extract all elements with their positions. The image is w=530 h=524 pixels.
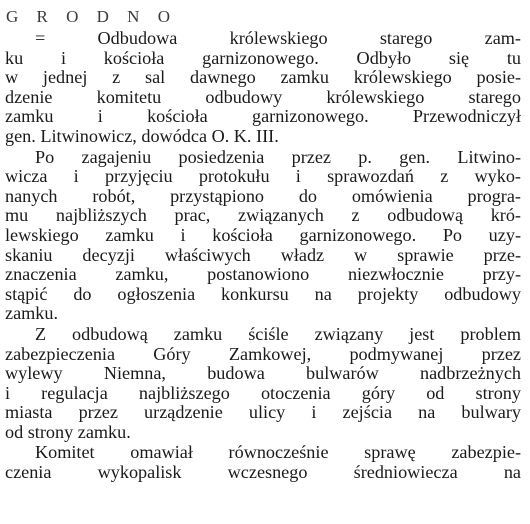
text-line: Z odbudową zamku ściśle związany jest problem bbox=[35, 324, 521, 344]
text-line: miasta przez urządzenie ulicy i zejścia na bulwary bbox=[5, 403, 521, 423]
text-line: Po zagajeniu posiedzenia przez p. gen. Litwino- bbox=[35, 147, 521, 167]
text-line: ku i kościoła garnizonowego. Odbyło się tu bbox=[5, 48, 521, 68]
text-line: zamku. bbox=[5, 304, 59, 324]
paragraph-2 bbox=[5, 148, 521, 324]
text-line: od strony zamku. bbox=[5, 422, 131, 442]
text-line: zabezpieczenia Góry Zamkowej, podmywanej przez bbox=[5, 344, 521, 364]
text-line: zamku i kościoła garnizonowego. Przewodniczył bbox=[5, 107, 521, 127]
text-line: lewskiego zamku i kościoła garnizonowego. Po uzy- bbox=[5, 225, 521, 245]
text-line: w jednej z sal dawnego zamku królewskiego posie- bbox=[5, 68, 521, 88]
text-line: = Odbudowa królewskiego starego zam- bbox=[35, 29, 521, 48]
text-line: i regulacja najbliższego otoczenia góry od strony bbox=[5, 383, 521, 403]
text-line: Komitet omawiał równocześnie sprawę zabezpie- bbox=[35, 443, 521, 463]
text-line: wicza i przyjęciu protokułu i sprawozdań z wyko- bbox=[5, 167, 521, 187]
section-heading: G R O D N O bbox=[6, 7, 177, 26]
paragraph-1 bbox=[5, 29, 521, 147]
text-line: czenia wykopalisk wczesnego średniowiecza na bbox=[5, 463, 521, 483]
text-line: znaczenia zamku, postanowiono niezwłocznie przy- bbox=[5, 265, 521, 285]
text-line: gen. Litwinowicz, dowódca O. K. III. bbox=[5, 126, 279, 146]
text-line: mu najbliższych prac, związanych z odbudową kró- bbox=[5, 206, 521, 226]
article bbox=[5, 6, 521, 484]
text-line: skaniu decyzji właściwych władz w sprawie prze- bbox=[5, 245, 521, 265]
text-line: dzenie komitetu odbudowy królewskiego starego bbox=[5, 87, 521, 107]
paragraph-3 bbox=[5, 325, 521, 443]
paragraph-4 bbox=[5, 443, 521, 482]
text-line: wylewy Niemna, budowa bulwarów nadbrzeżnych bbox=[5, 364, 521, 384]
text-line: nanych robót, przystąpiono do omówienia progra- bbox=[5, 186, 521, 206]
text-line: stąpić do ogłoszenia konkursu na projekty odbudowy bbox=[5, 284, 521, 304]
